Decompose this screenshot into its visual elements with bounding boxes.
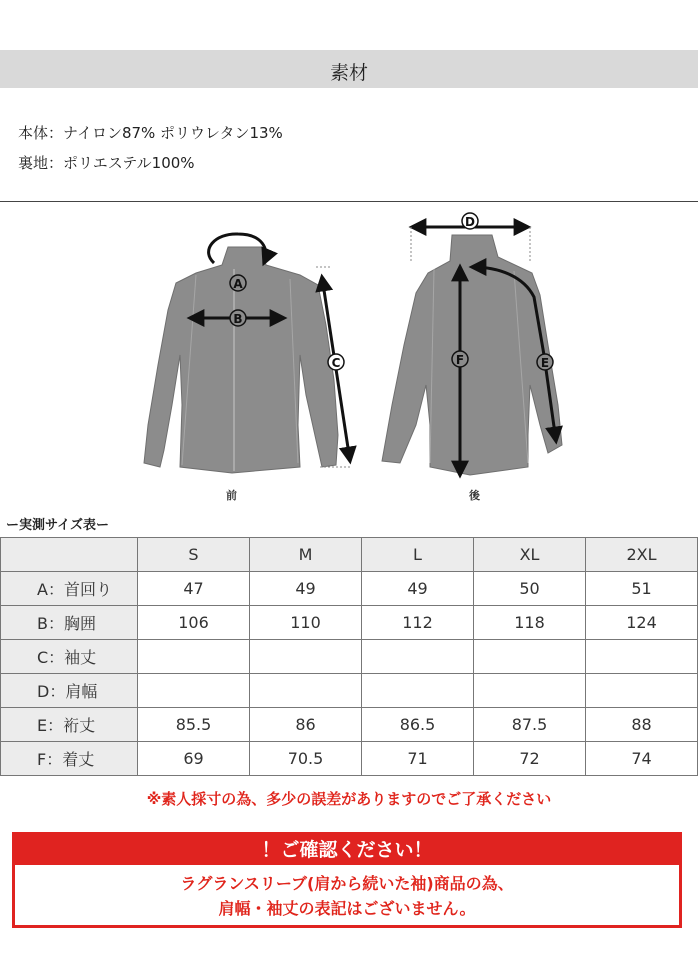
size-table	[0, 537, 698, 776]
table-cell	[474, 640, 586, 674]
size-table-title: ー実測サイズ表ー	[6, 518, 109, 533]
row-label: C：袖丈	[1, 640, 138, 674]
marker-b: B	[233, 312, 243, 326]
marker-a: A	[233, 277, 243, 291]
table-cell: 85.5	[138, 708, 250, 742]
notice-line-2: 肩幅・袖丈の表記はございません。	[218, 899, 476, 918]
front-jacket	[144, 234, 350, 473]
table-cell: 124	[586, 606, 698, 640]
table-cell: 69	[138, 742, 250, 776]
back-label: 後	[469, 489, 480, 502]
row-label: A：首回り	[1, 572, 138, 606]
section-title: 素材	[329, 62, 368, 84]
column-header: L	[362, 538, 474, 572]
column-header: S	[138, 538, 250, 572]
garment-diagram-svg	[0, 205, 698, 505]
column-header: 2XL	[586, 538, 698, 572]
garment-diagrams	[0, 205, 698, 505]
table-row	[1, 674, 698, 708]
material-header-bar	[0, 50, 698, 88]
material-line-lining: 裏地：ポリエステル100%	[18, 154, 195, 172]
front-label: 前	[226, 489, 237, 502]
table-row	[1, 640, 698, 674]
divider	[0, 201, 698, 202]
table-cell: 49	[362, 572, 474, 606]
notice-body	[15, 871, 679, 921]
table-cell	[362, 640, 474, 674]
column-header: M	[250, 538, 362, 572]
table-cell: 50	[474, 572, 586, 606]
row-label: E：裄丈	[1, 708, 138, 742]
marker-f: F	[455, 353, 465, 367]
notice-line-1: ラグランスリーブ(肩から続いた袖)商品の為、	[180, 874, 514, 893]
table-cell	[138, 640, 250, 674]
row-label: B：胸囲	[1, 606, 138, 640]
table-cell	[250, 674, 362, 708]
table-cell	[586, 640, 698, 674]
table-cell: 70.5	[250, 742, 362, 776]
table-row	[1, 742, 698, 776]
marker-d: D	[465, 215, 475, 229]
table-cell: 49	[250, 572, 362, 606]
table-cell: 110	[250, 606, 362, 640]
table-header-row	[1, 538, 698, 572]
back-jacket-shape	[382, 235, 562, 475]
back-jacket	[382, 213, 562, 475]
table-cell: 51	[586, 572, 698, 606]
column-header: XL	[474, 538, 586, 572]
table-cell: 112	[362, 606, 474, 640]
table-cell	[138, 674, 250, 708]
table-cell: 86	[250, 708, 362, 742]
measurement-note: ※素人採寸の為、多少の誤差がありますのでご了承ください	[146, 790, 552, 808]
material-info	[18, 118, 283, 178]
table-cell: 106	[138, 606, 250, 640]
table-cell: 72	[474, 742, 586, 776]
table-cell	[586, 674, 698, 708]
notice-heading: ！ご確認ください！	[15, 835, 679, 865]
table-cell: 71	[362, 742, 474, 776]
marker-e: E	[540, 356, 550, 370]
notice-box	[12, 832, 682, 928]
table-corner-cell	[1, 538, 138, 572]
table-cell: 118	[474, 606, 586, 640]
table-row	[1, 606, 698, 640]
table-cell: 87.5	[474, 708, 586, 742]
table-row	[1, 708, 698, 742]
table-cell: 74	[586, 742, 698, 776]
table-cell	[250, 640, 362, 674]
table-cell	[362, 674, 474, 708]
row-label: F：着丈	[1, 742, 138, 776]
row-label: D：肩幅	[1, 674, 138, 708]
marker-c: C	[331, 356, 341, 370]
table-cell	[474, 674, 586, 708]
table-cell: 47	[138, 572, 250, 606]
table-row	[1, 572, 698, 606]
material-line-shell: 本体：ナイロン87% ポリウレタン13%	[18, 124, 283, 142]
table-cell: 86.5	[362, 708, 474, 742]
table-cell: 88	[586, 708, 698, 742]
